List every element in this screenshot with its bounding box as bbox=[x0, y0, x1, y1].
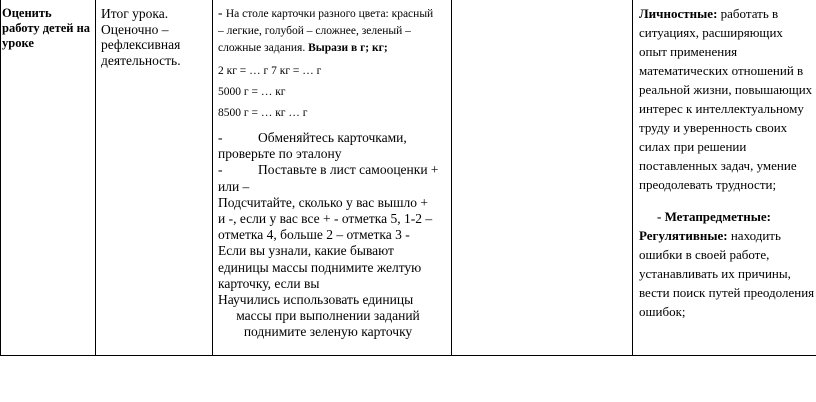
personal-outcomes-line: математических отношений в bbox=[639, 63, 804, 78]
column-divider-2 bbox=[212, 0, 213, 356]
column-divider-3 bbox=[451, 0, 452, 356]
stage-description-cell bbox=[101, 6, 211, 68]
instruction-step-cont: или – bbox=[218, 178, 250, 194]
column-divider-1 bbox=[95, 0, 96, 356]
instruction-line: Если вы узнали, какие бывают bbox=[218, 243, 394, 259]
equation-line: 5000 г = … кг bbox=[218, 86, 286, 98]
regulative-outcomes-line: ошибок; bbox=[639, 304, 686, 319]
personal-outcomes-line: Личностные: работать в bbox=[639, 6, 779, 21]
personal-outcomes-line: преодолевать трудности; bbox=[639, 177, 777, 192]
personal-outcomes-line: реальной жизни, повышающих bbox=[639, 82, 813, 97]
instruction-line: Подсчитайте, сколько у вас вышло + bbox=[218, 194, 428, 210]
instruction-line: массы при выполнении заданий bbox=[236, 308, 420, 324]
personal-outcomes-line: интерес к интеллектуальному bbox=[639, 101, 804, 116]
regulative-outcomes-line: устанавливать их причины, bbox=[639, 266, 791, 281]
stage-description-line: Оценочно – bbox=[101, 21, 169, 37]
instruction-line: Научились использовать единицы bbox=[218, 292, 414, 308]
instruction-line: отметка 4, больше 2 – отметка 3 - bbox=[218, 227, 410, 243]
equation-line: 2 кг = … г 7 кг = … г bbox=[218, 65, 322, 77]
instruction-line: и -, если у вас все + - отметка 5, 1-2 – bbox=[218, 211, 433, 227]
instruction-step: - Поставьте в лист самооценки + bbox=[218, 162, 439, 178]
instruction-line: единицы массы поднимите желтую bbox=[218, 259, 422, 275]
meta-outcomes-heading: - Метапредметные: bbox=[657, 209, 771, 224]
instruction-step: - Обменяйтесь карточками, bbox=[218, 130, 407, 145]
regulative-outcomes-line: ошибки в своей работе, bbox=[639, 247, 770, 262]
regulative-outcomes-line: Регулятивные: находить bbox=[639, 228, 781, 243]
personal-outcomes-line: опыт применения bbox=[639, 44, 738, 59]
column-divider-4 bbox=[632, 0, 633, 356]
instruction-line: поднимите зеленую карточку bbox=[243, 324, 413, 340]
personal-outcomes-line: ситуациях, расширяющих bbox=[639, 25, 783, 40]
stage-description-line: деятельность. bbox=[101, 52, 181, 68]
personal-outcomes-line: поставленных задач, умение bbox=[639, 158, 797, 173]
equation-line: 8500 г = … кг … г bbox=[218, 107, 308, 119]
table-border-left bbox=[0, 0, 1, 356]
learning-outcomes-cell bbox=[639, 4, 816, 321]
task-intro-line: – легкие, голубой – сложнее, зеленый – bbox=[218, 25, 411, 37]
regulative-outcomes-line: вести поиск путей преодоления bbox=[639, 285, 815, 300]
stage-title-line: работу детей на bbox=[2, 21, 91, 35]
instruction-line: карточку, если вы bbox=[218, 275, 320, 291]
instruction-step-cont: проверьте по эталону bbox=[218, 146, 342, 162]
stage-title-line: уроке bbox=[2, 36, 34, 50]
teacher-activity-cell bbox=[218, 4, 448, 356]
task-intro-line: сложные задания. Вырази в г; кг; bbox=[218, 42, 388, 54]
stage-title-line: Оценить bbox=[2, 6, 52, 20]
personal-outcomes-line: силах при решении bbox=[639, 139, 747, 154]
personal-outcomes-line: труду и уверенность своих bbox=[639, 120, 788, 135]
stage-title-cell bbox=[2, 6, 94, 51]
instruction-block bbox=[218, 130, 446, 341]
task-intro-line: - На столе карточки разного цвета: красный bbox=[218, 5, 434, 20]
stage-description-line: Итог урока. bbox=[101, 6, 169, 21]
stage-description-line: рефлексивная bbox=[101, 37, 181, 52]
